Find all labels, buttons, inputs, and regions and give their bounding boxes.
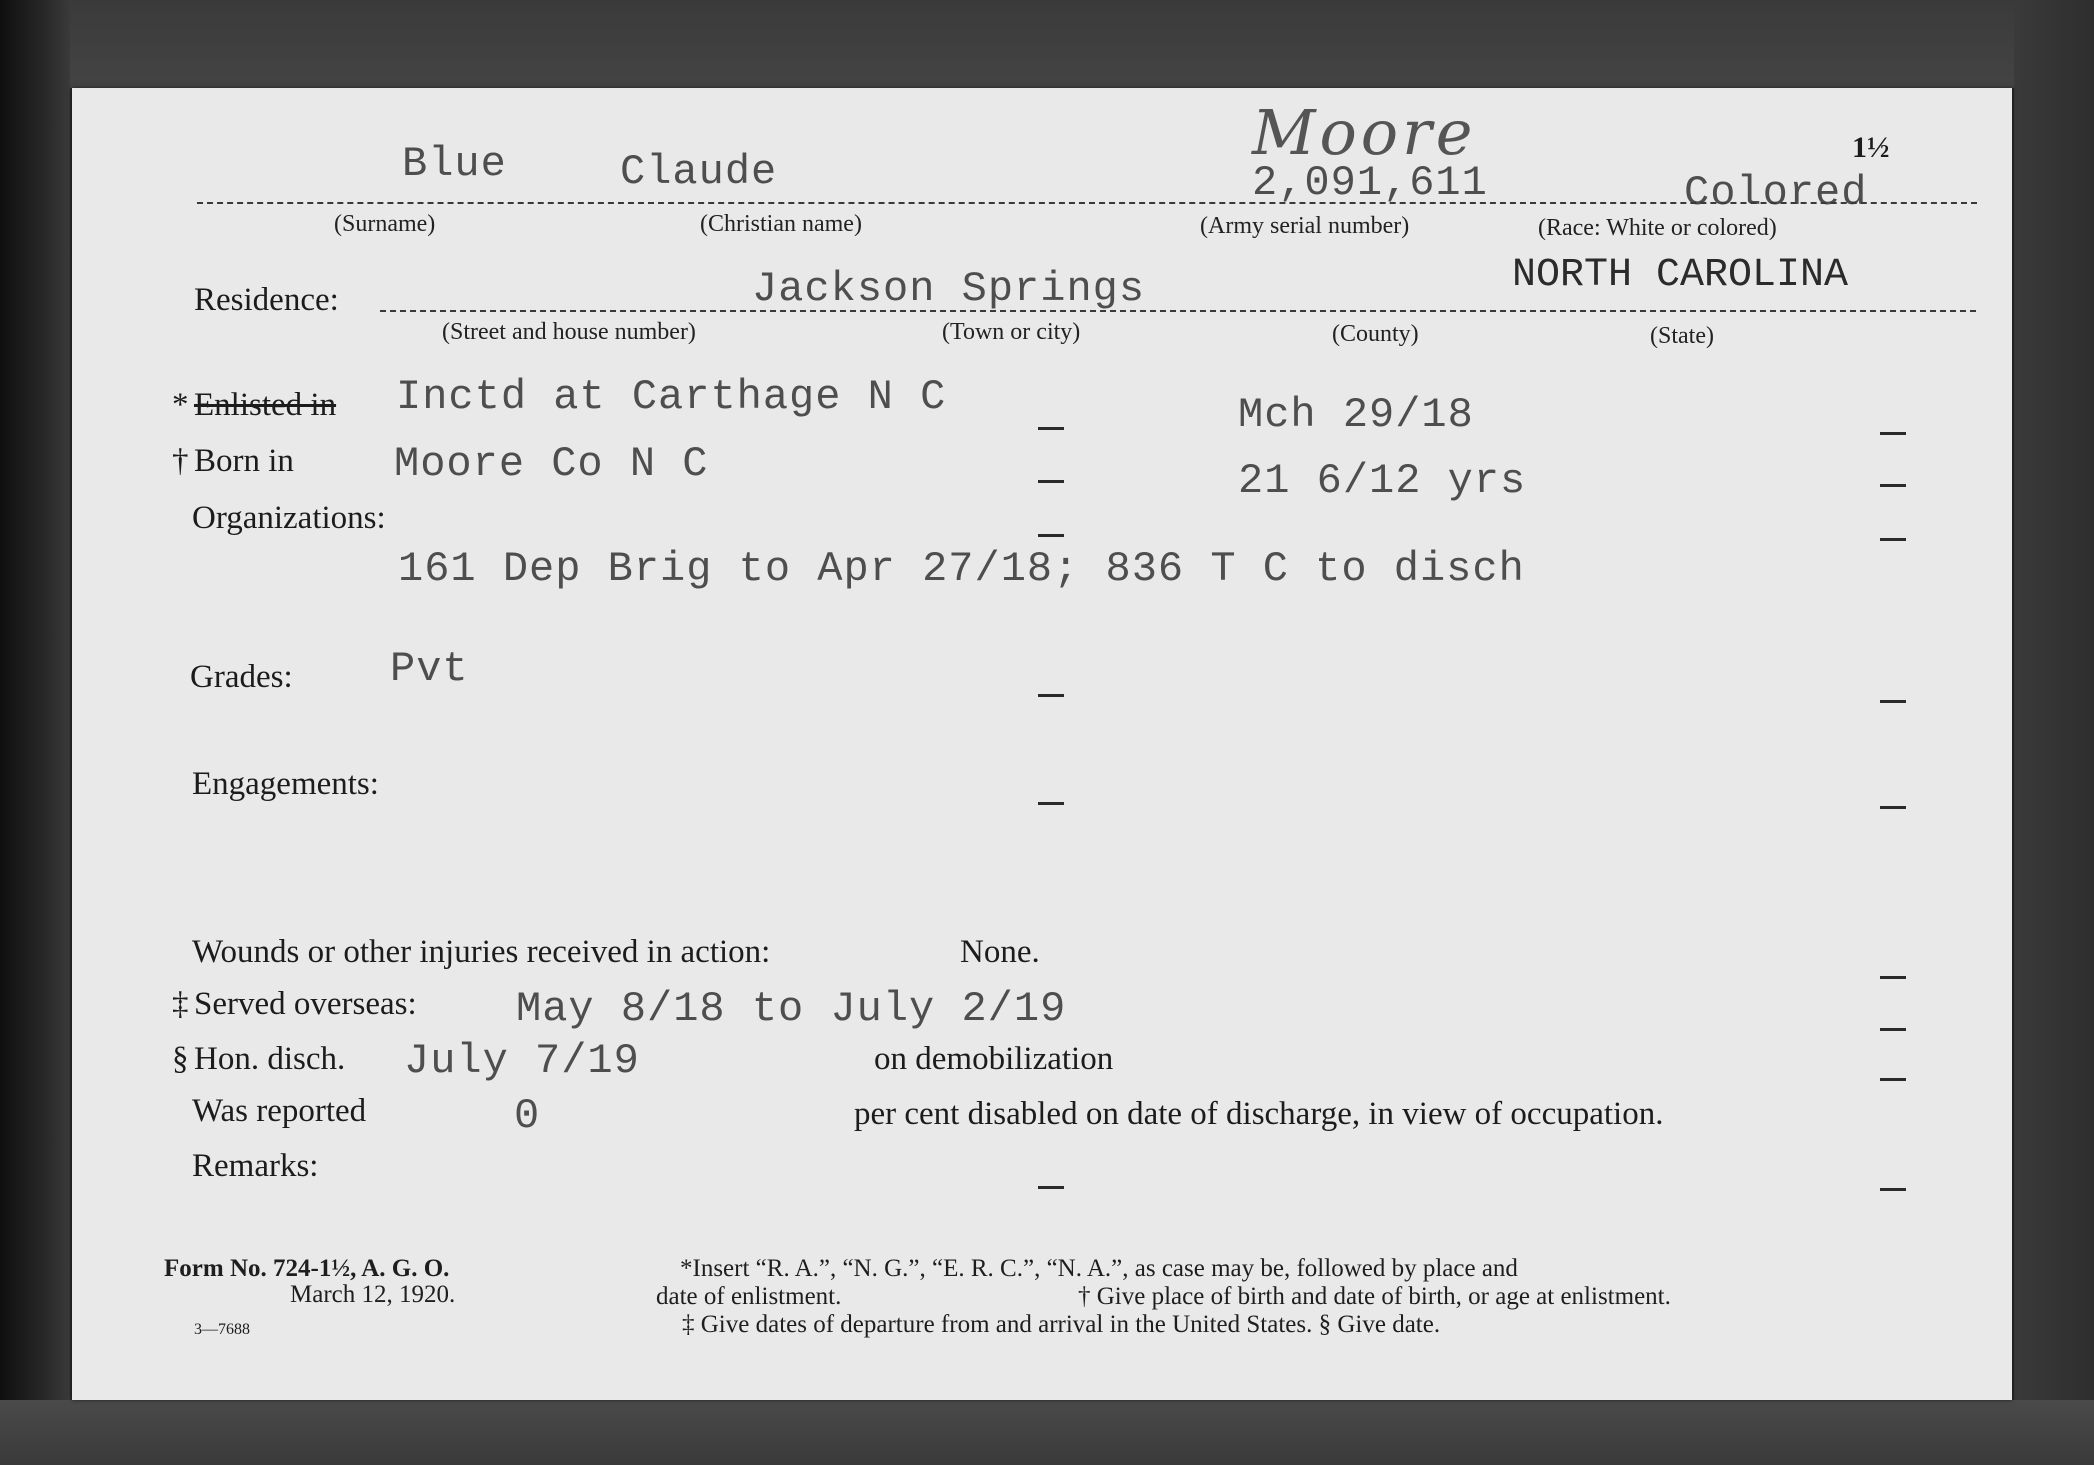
residence-rule xyxy=(380,310,1976,312)
christian-name-value: Claude xyxy=(620,148,778,196)
handwritten-county-annotation: Moore xyxy=(1252,96,1477,169)
dash xyxy=(1038,534,1064,537)
born-place-value: Moore Co N C xyxy=(394,440,709,488)
dash xyxy=(1880,806,1906,809)
hon-disch-label: Hon. disch. xyxy=(194,1041,346,1077)
dash xyxy=(1880,538,1906,541)
dash xyxy=(1880,976,1906,979)
form-date: March 12, 1920. xyxy=(290,1281,456,1308)
surname-value: Blue xyxy=(402,140,507,188)
dash xyxy=(1880,1188,1906,1191)
wounds-value: None. xyxy=(960,934,1040,970)
serial-label: (Army serial number) xyxy=(1200,213,1410,239)
wounds-label: Wounds or other injuries received in action: xyxy=(192,934,771,970)
residence-state-value: NORTH CAROLINA xyxy=(1512,253,1849,298)
footnote-line-2b: † Give place of birth and date of birth, or age at enlistment. xyxy=(1078,1283,1671,1310)
served-label: Served overseas: xyxy=(194,986,417,1022)
organizations-label: Organizations: xyxy=(192,500,386,536)
serial-number-value: 2,091,611 xyxy=(1252,159,1488,207)
hon-disch-date-value: July 7/19 xyxy=(404,1037,640,1085)
dash xyxy=(1880,432,1906,435)
dash xyxy=(1038,427,1064,430)
reported-label: Was reported xyxy=(192,1093,367,1129)
disabled-label: per cent disabled on date of discharge, in view of occupation. xyxy=(854,1096,1664,1132)
footnote-line-1: *Insert “R. A.”, “N. G.”, “E. R. C.”, “N. A.”, as case may be, followed by place and xyxy=(680,1255,1518,1282)
organizations-value: 161 Dep Brig to Apr 27/18; 836 T C to disch xyxy=(398,545,1525,593)
scan-background-top xyxy=(0,0,2094,88)
enlisted-marker: * xyxy=(172,387,189,423)
race-value: Colored xyxy=(1684,169,1868,217)
surname-label: (Surname) xyxy=(334,211,436,237)
town-label: (Town or city) xyxy=(942,319,1081,345)
print-code: 3—7688 xyxy=(194,1321,250,1338)
born-marker: † xyxy=(172,443,189,479)
dash xyxy=(1880,484,1906,487)
service-record-card xyxy=(72,88,2012,1400)
corner-code: 1½ xyxy=(1852,131,1890,164)
grades-label: Grades: xyxy=(190,659,293,695)
residence-town-value: Jackson Springs xyxy=(752,265,1146,313)
hon-marker: § xyxy=(172,1041,189,1077)
dash xyxy=(1880,700,1906,703)
street-label: (Street and house number) xyxy=(442,319,696,345)
scan-background-bottom xyxy=(0,1400,2094,1465)
remarks-label: Remarks: xyxy=(192,1148,319,1184)
dash xyxy=(1038,1186,1064,1189)
served-overseas-value: May 8/18 to July 2/19 xyxy=(516,985,1067,1033)
christian-name-label: (Christian name) xyxy=(700,211,862,237)
disabled-percent-value: 0 xyxy=(514,1092,541,1140)
scan-background-right xyxy=(2014,0,2094,1465)
enlisted-date-value: Mch 29/18 xyxy=(1238,391,1474,439)
born-age-value: 21 6/12 yrs xyxy=(1238,457,1527,505)
served-marker: ‡ xyxy=(172,986,189,1022)
county-label: (County) xyxy=(1332,321,1419,347)
scan-background-left xyxy=(0,0,70,1465)
dash xyxy=(1880,1078,1906,1081)
header-rule xyxy=(197,202,1977,204)
state-label: (State) xyxy=(1650,323,1714,349)
race-label: (Race: White or colored) xyxy=(1538,215,1777,241)
dash xyxy=(1038,802,1064,805)
enlisted-label: Enlisted in xyxy=(194,387,337,423)
hon-disch-reason-value: on demobilization xyxy=(874,1041,1114,1077)
residence-label: Residence: xyxy=(194,282,339,318)
born-label: Born in xyxy=(194,443,294,479)
grades-value: Pvt xyxy=(390,645,469,693)
form-number: Form No. 724-1½, A. G. O. xyxy=(164,1255,450,1282)
enlisted-place-value: Inctd at Carthage N C xyxy=(396,373,947,421)
footnote-line-2a: date of enlistment. xyxy=(656,1283,842,1310)
dash xyxy=(1038,480,1064,483)
dash xyxy=(1038,694,1064,697)
footnote-line-3: ‡ Give dates of departure from and arrival in the United States. § Give date. xyxy=(682,1311,1441,1338)
engagements-label: Engagements: xyxy=(192,766,379,802)
dash xyxy=(1880,1028,1906,1031)
